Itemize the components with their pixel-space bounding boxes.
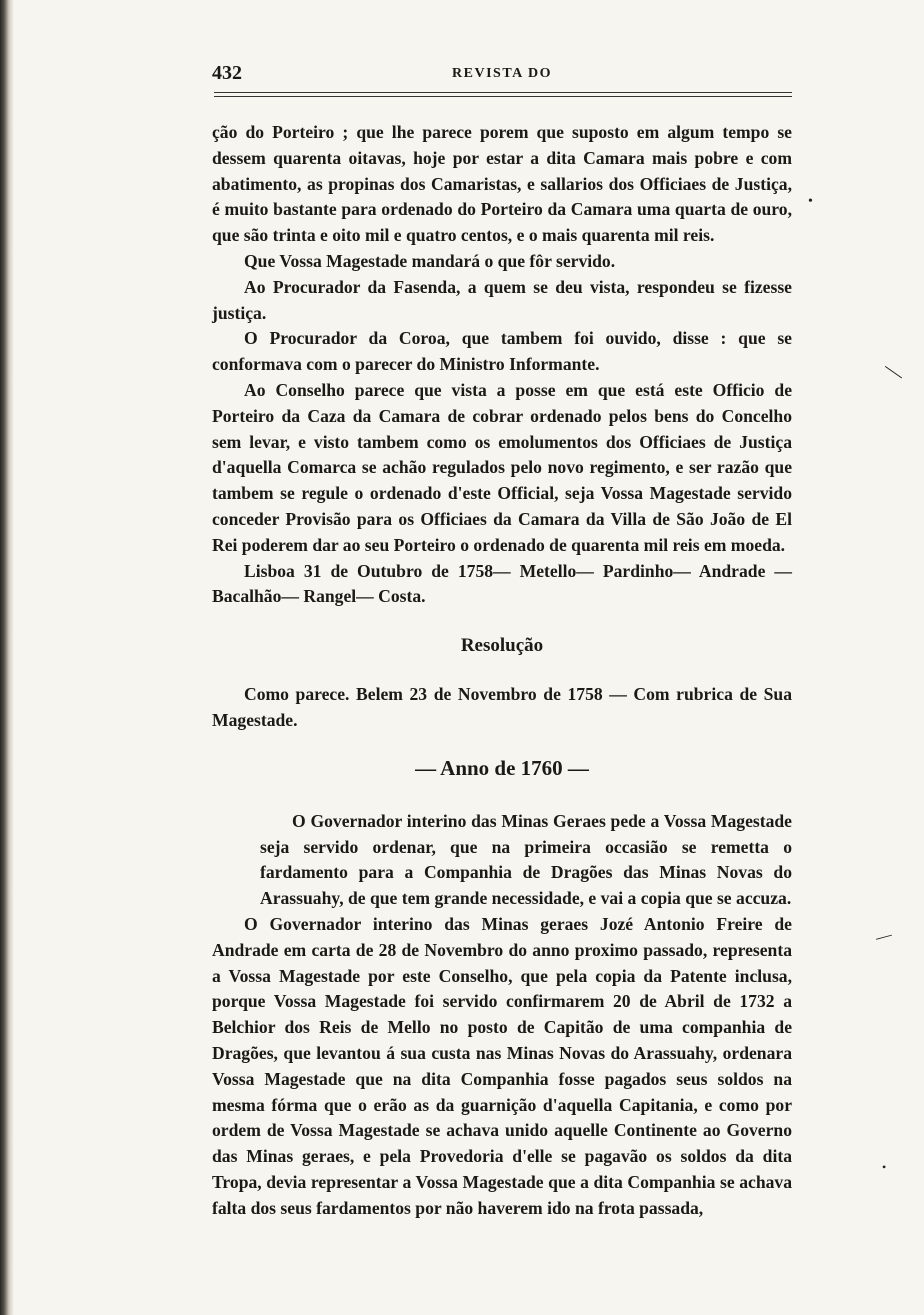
margin-dot: • [808, 194, 813, 209]
margin-pencil-mark: — [879, 356, 909, 386]
page-number: 432 [212, 62, 242, 84]
paragraph-procurador-fasenda: Ao Procurador da Fasenda, a quem se deu vista, respondeu se fizesse justiça. [212, 276, 792, 323]
paragraph-procurador-coroa: O Procurador da Coroa, que tambem foi ouvido, disse : que se conformava com o parecer do Ministro Informante. [212, 328, 792, 375]
header-rule [214, 92, 792, 97]
heading-resolucao: Resolução [460, 635, 544, 657]
book-spine-shadow [0, 0, 14, 1315]
page-body [212, 120, 792, 1221]
heading-anno-1760: — Anno de 1760 — [415, 755, 589, 780]
paragraph-lisboa-date: Lisboa 31 de Outubro de 1758— Metello— Pardinho— Andrade — Bacalhão— Rangel— Costa. [212, 560, 792, 607]
margin-pencil-mark: — [873, 926, 894, 947]
paragraph-porteiro: ção do Porteiro ; que lhe parece porem que suposto em algum tempo se dessem quarenta oitavas, hoje por estar a dita Camara mais pobre e com abatimento, as propinas dos Camaristas, e sallarios dos Officiaes de Justiça, é muito bastante para ordenado do Porteiro da Camara uma quarta de ouro, que são trinta e oito mil e quatro centos, e o mais quarenta mil reis. [212, 122, 792, 246]
paragraph-como-parece: Como parece. Belem 23 de Novembro de 1758 — Com rubrica de Sua Magestade. [212, 684, 792, 730]
paragraph-conselho-parece: Ao Conselho parece que vista a posse em que está este Officio de Porteiro da Caza da Camara de cobrar ordenado pelos bens do Concelho sem levar, e visto tambem como os emolumentos dos Officiaes de Justiça d'aquella Comarca se achão regulados pelo novo regimento, e ser razão que tambem se regule o ordenado d'este Official, seja Vossa Magestade servido conceder Provisão para os Officiaes da Camara da Villa de São João de El Rei poderem dar ao seu Porteiro o ordenado de quarenta mil reis em moeda. [212, 379, 792, 555]
margin-dot: • [882, 1160, 887, 1174]
paragraph-summary-governador: O Governador interino das Minas Geraes pede a Vossa Magestade seja servido ordenar, que na primeira occasião se remetta o fardamento para a Companhia de Dragões das Minas Novas do Arassuahy, de que tem grande necessidade, e vai a copia que se accuza. [260, 810, 792, 909]
paragraph-que-vossa-magestade: Que Vossa Magestade mandará o que fôr servido. [244, 250, 616, 271]
running-title: REVISTA DO [452, 66, 552, 81]
paragraph-governador-interino: O Governador interino das Minas geraes Jozé Antonio Freire de Andrade em carta de 28 de Novembro do anno proximo passado, representa a Vossa Magestade por este Conselho, que pela copia da Patente inclusa, porque Vossa Magestade foi servido confirmarem 20 de Abril de 1732 a Belchior dos Reis de Mello no posto de Capitão de uma companhia de Dragões, que levantou á sua custa nas Minas Novas do Arassuahy, ordenara Vossa Magestade que na dita Companhia fosse pagados seus soldos na mesma fórma que o erão as da guarnição d'aquella Capitania, e como por ordem de Vossa Magestade se achava unido aquelle Continente ao Governo das Minas geraes, e pela Provedoria d'elle se pagavão os soldos da dita Tropa, devia representar a Vossa Magestade que a dita Companhia se achava falta dos seus fardamentos por não haverem ido na frota passada, [212, 913, 792, 1218]
page-header [212, 60, 792, 90]
